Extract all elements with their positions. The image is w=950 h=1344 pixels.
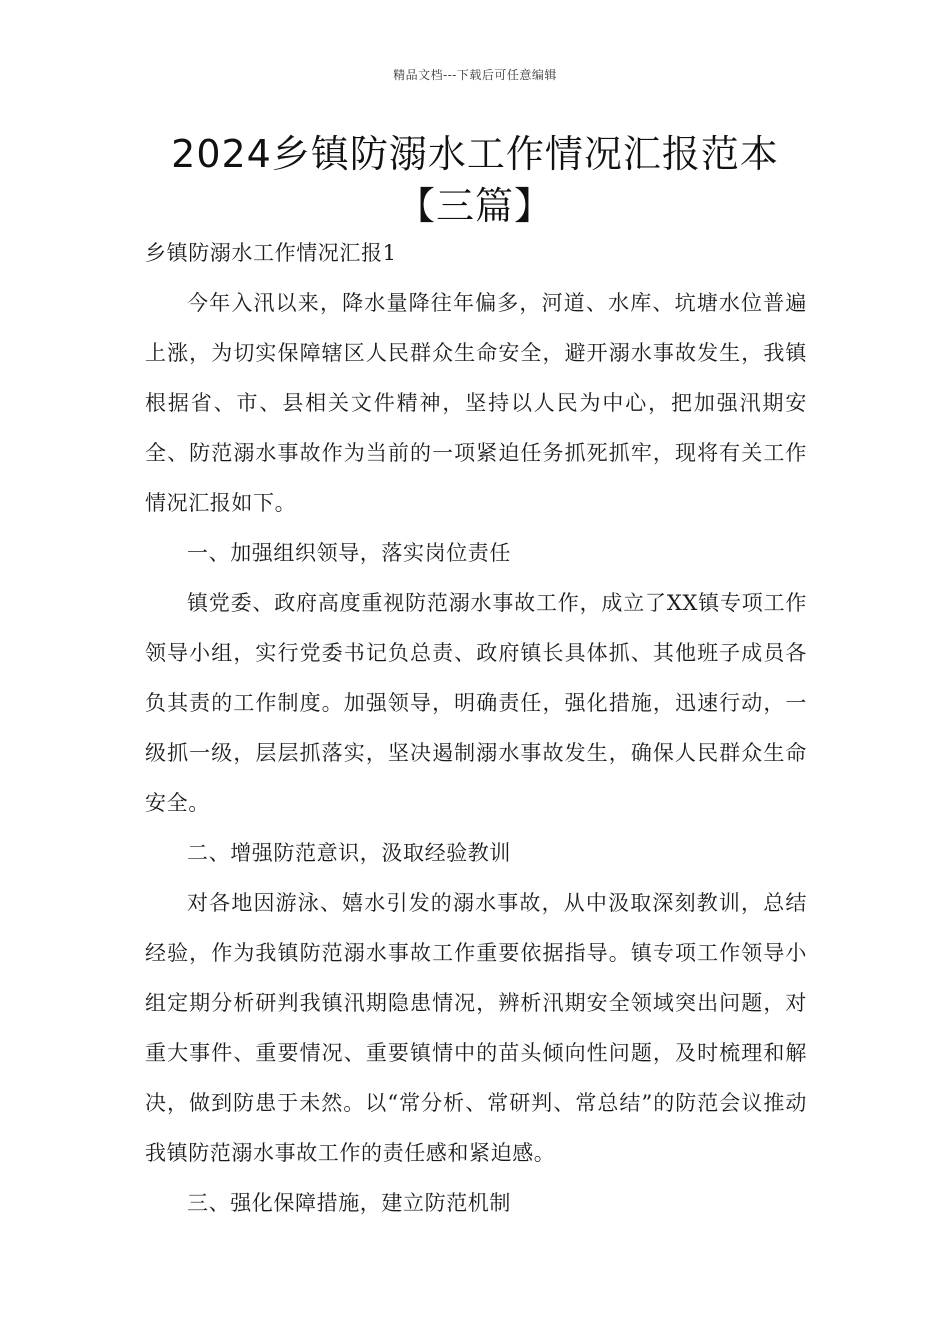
body-paragraph-2: 对各地因游泳、嬉水引发的溺水事故，从中汲取深刻教训，总结经验，作为我镇防范溺水事故工作重要依据指导。镇专项工作领导小组定期分析研判我镇汛期隐患情况，辨析汛期安全领域突出问题，对重大事件、重要情况、重要镇情中的苗头倾向性问题，及时梳理和解决，做到防患于未然。以“常分析、常研判、常总结”的防范会议推动我镇防范溺水事故工作的责任感和紧迫感。 [145,891,807,1165]
body-paragraph-1: 镇党委、政府高度重视防范溺水事故工作，成立了XX镇专项工作领导小组，实行党委书记负总责、政府镇长具体抓、其他班子成员各负其责的工作制度。加强领导，明确责任，强化措施，迅速行动，一级抓一级，层层抓落实，坚决遏制溺水事故发生，确保人民群众生命安全。 [145,591,807,815]
section-heading-1: 一、加强组织领导，落实岗位责任 [187,541,511,565]
section-heading-2: 二、增强防范意识，汲取经验教训 [187,841,511,865]
section-subtitle: 乡镇防溺水工作情况汇报1 [145,241,397,265]
document-title: 2024乡镇防溺水工作情况汇报范本【三篇】 [171,132,779,228]
document-body [145,228,807,1228]
page-header: 精品文档---下载后可任意编辑 [393,68,557,82]
section-heading-3: 三、强化保障措施，建立防范机制 [187,1191,511,1215]
intro-paragraph: 今年入汛以来，降水量降往年偏多，河道、水库、坑塘水位普遍上涨，为切实保障辖区人民群众生命安全，避开溺水事故发生，我镇根据省、市、县相关文件精神，坚持以人民为中心，把加强汛期安全、防范溺水事故作为当前的一项紧迫任务抓死抓牢，现将有关工作情况汇报如下。 [145,291,807,515]
